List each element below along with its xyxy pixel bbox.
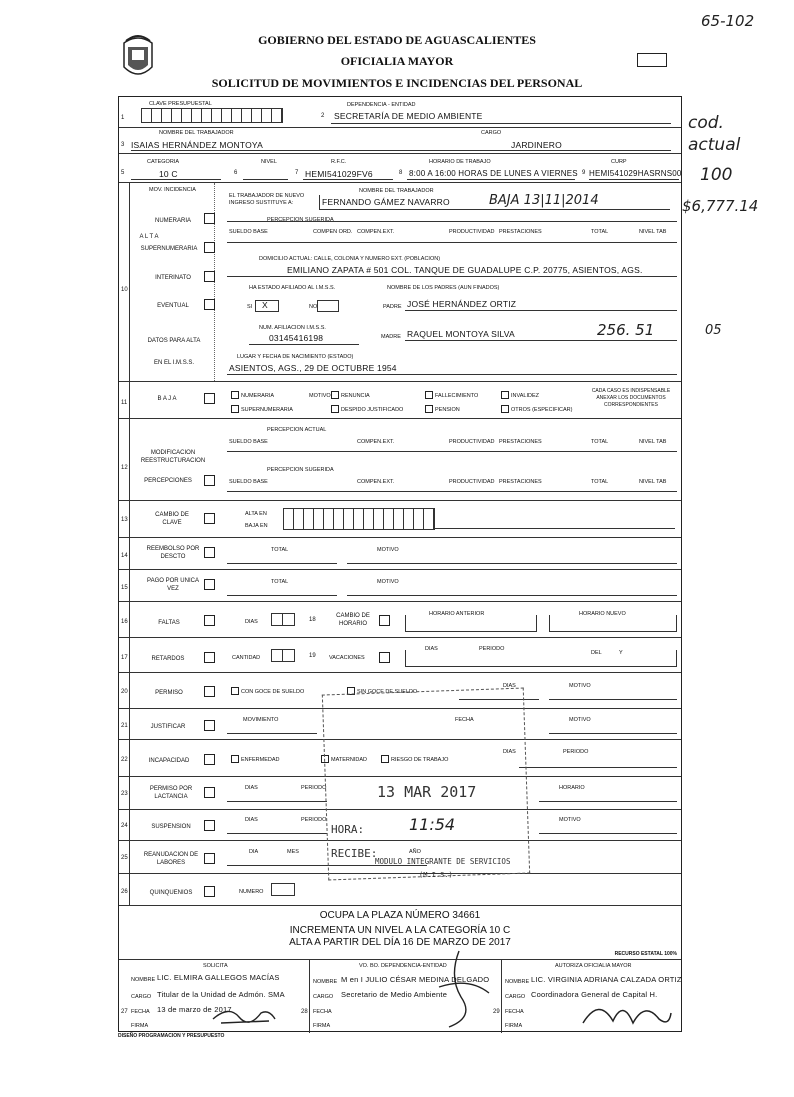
suspension-label: SUSPENSION bbox=[151, 824, 191, 830]
vobo-firma-label: FIRMA bbox=[313, 1023, 331, 1029]
reembolso-motivo-label: MOTIVO bbox=[377, 547, 399, 553]
interinato-checkbox[interactable] bbox=[204, 271, 215, 282]
aut-cargo-label: CARGO bbox=[505, 994, 526, 1000]
vac-al-label: Y bbox=[619, 650, 623, 656]
modificacion-label: MODIFICACION REESTRUCTURACION bbox=[140, 450, 206, 464]
stamp-mis: (M.I.S.) bbox=[419, 871, 453, 879]
handwritten-amount: $6,777.14 bbox=[682, 197, 759, 215]
total-label: TOTAL bbox=[591, 229, 609, 235]
actual-total-label: TOTAL bbox=[591, 439, 609, 445]
fallecimiento-checkbox[interactable] bbox=[425, 391, 433, 399]
alta-en-label: ALTA EN bbox=[245, 511, 267, 517]
num-28: 28 bbox=[301, 1009, 308, 1015]
cargo-label: CARGO bbox=[481, 130, 502, 136]
retardos-label: RETARDOS bbox=[151, 656, 185, 662]
sug-productividad-label: PRODUCTIVIDAD bbox=[449, 479, 495, 485]
supernumeraria-label: SUPERNUMERARIA bbox=[140, 246, 198, 252]
curp-label: CURP bbox=[611, 159, 627, 165]
stamp-modulo: MODULO INTEGRANTE DE SERVICIOS bbox=[375, 857, 511, 866]
rfc-value[interactable]: HEMI541029FV6 bbox=[305, 169, 373, 179]
justificar-motivo-label: MOTIVO bbox=[569, 717, 591, 723]
numeraria-label: NUMERARIA bbox=[154, 218, 191, 224]
autoriza-label: AUTORIZA OFICIALIA MAYOR bbox=[555, 963, 632, 969]
vac-del-label: DEL bbox=[591, 650, 602, 656]
datos-alta-label: DATOS PARA ALTA bbox=[147, 338, 201, 344]
aut-nombre-label: NOMBRE bbox=[505, 979, 530, 985]
baja-motivo-label: MOTIVO bbox=[309, 393, 331, 399]
cambio-clave-checkbox[interactable] bbox=[204, 513, 215, 524]
permiso-label: PERMISO bbox=[155, 690, 183, 696]
suspension-checkbox[interactable] bbox=[204, 820, 215, 831]
faltas-label: FALTAS bbox=[158, 620, 180, 626]
header-form-title: SOLICITUD DE MOVIMIENTOS E INCIDENCIAS DEL PERSONAL bbox=[211, 76, 583, 90]
percepciones-checkbox[interactable] bbox=[204, 475, 215, 486]
sol-cargo-label: CARGO bbox=[131, 994, 152, 1000]
reanudacion-checkbox[interactable] bbox=[204, 853, 215, 864]
stamp-hora-value: 11:54 bbox=[409, 815, 456, 834]
con-goce-label: CON GOCE DE SUELDO bbox=[241, 689, 305, 695]
con-goce-checkbox[interactable] bbox=[231, 687, 239, 695]
otros-checkbox[interactable] bbox=[501, 405, 509, 413]
categoria-value[interactable]: 10 C bbox=[159, 169, 178, 179]
percepcion-actual-label: PERCEPCION ACTUAL bbox=[267, 427, 327, 433]
vobo-nombre-value[interactable]: M en I JULIO CÉSAR MEDINA DELGADO bbox=[341, 975, 490, 984]
trabajador-sustituye-label: EL TRABAJADOR DE NUEVO INGRESO SUSTITUYE A: bbox=[229, 193, 305, 206]
horario-anterior-label: HORARIO ANTERIOR bbox=[429, 611, 485, 617]
numeraria-checkbox[interactable] bbox=[204, 213, 215, 224]
baja-label: B A J A bbox=[157, 396, 177, 402]
stamp-hora-label: HORA: bbox=[331, 823, 365, 836]
domicilio-label: DOMICILIO ACTUAL: CALLE, COLONIA Y NUMERO EXT. (POBLACION) bbox=[259, 256, 441, 262]
lact-dias-label: DIAS bbox=[245, 785, 258, 791]
justificar-label: JUSTIFICAR bbox=[150, 724, 186, 730]
sug-prestaciones-label: PRESTACIONES bbox=[499, 479, 542, 485]
rean-anio-label: AÑO bbox=[409, 849, 421, 855]
vacaciones-checkbox[interactable] bbox=[379, 652, 390, 663]
horario-nuevo-label: HORARIO NUEVO bbox=[579, 611, 626, 617]
nombre-trabajador-value[interactable]: ISAIAS HERNÁNDEZ MONTOYA bbox=[131, 140, 264, 150]
nivel-tab-label: NIVEL TAB bbox=[639, 229, 667, 235]
mov-incidencia-label: MOV. INCIDENCIA bbox=[149, 187, 196, 193]
eventual-checkbox[interactable] bbox=[204, 299, 215, 310]
cambio-clave-label: CAMBIO DE CLAVE bbox=[155, 512, 189, 526]
solicita-label: SOLICITA bbox=[203, 963, 228, 969]
sug-sueldo-base-label: SUELDO BASE bbox=[229, 479, 268, 485]
nombre-sustituido-label: NOMBRE DEL TRABAJADOR bbox=[359, 188, 434, 194]
autoriza-signature bbox=[579, 993, 675, 1033]
categoria-label: CATEGORIA bbox=[147, 159, 179, 165]
stamp-recibe-label: RECIBE: bbox=[331, 847, 378, 860]
vobo-nombre-label: NOMBRE bbox=[313, 979, 338, 985]
eventual-label: EVENTUAL bbox=[157, 303, 189, 309]
actual-nivel-tab-label: NIVEL TAB bbox=[639, 439, 667, 445]
vacaciones-label: VACACIONES bbox=[329, 655, 365, 661]
pago-total-label: TOTAL bbox=[271, 579, 289, 585]
justificar-movimiento-label: MOVIMIENTO bbox=[243, 717, 279, 723]
incidence-form: 1 3 5 10 11 12 13 14 15 16 17 20 21 22 23 24 25 26 CLAVE PRESUPUESTAL 2 DEPENDENCIA - ENTIDAD SECRETARÍA DE MEDIO AMBIENTE NOMBRE DEL TRABAJADOR ISAIAS HERNÁNDEZ MONTOYA CARGO JARDINERO CATEGORIA 10 C 6 NIVEL 7 R.F.C. HEMI541029FV6 8 HORARIO DE TRABAJO 8:00 A 16:00 HORAS DE LUNES A VIERNES 9 CURP HEMI541029HASRNS00 MOV. INCIDENCIA NUMERARIA A L T A SUPERNUMERARIA INTERINATO EVENTUAL DATOS PARA ALTA EN EL I.M.S.S. EL TRABAJADOR DE NUEVO INGRESO SUSTITUYE A: NOMBRE DEL TRABAJADOR FERNANDO GÁMEZ NAVARRO BAJA 13|11|2014 PERCEPCION SUGERIDA SUELDO BASE COMPEN ORD. COMPEN.EXT. PRODUCTIVIDAD PRESTACIONES TOTAL NIVEL TAB DOMICILIO ACTUAL: CALLE, COLONIA Y NUMERO EXT. (POBLACION) EMILIANO ZAPATA # 501 COL. TANQUE DE GUADALUPE C.P. 20775, ASIENTOS, AGS. HA ESTADO AFILIADO AL I.M.S.S. SI X NO NOMBRE DE LOS PADRES (AUN FINADOS) PADRE JOSÉ HERNÁNDEZ ORTIZ NUM. AFILIACION I.M.S.S. 03145416198 MADRE RAQUEL MONTOYA SILVA 256. 51 LUGAR Y FECHA DE NACIMIENTO (ESTADO) ASIENTOS, AGS., 29 DE OCTUBRE 1954 B A J A NUMERARIA MOTIVO RENUNCIA FALLECIMIENTO INVALIDEZ CADA CASO ES INDISPENSABLE ANEXAR LOS DOCUMENTOS CORRESPONDIENTES SUPERNUMERARIA DESPIDO JUSTIFICADO PENSION OTROS (ESPECIFICAR) MODIFICACION REESTRUCTURACION PERCEPCIONES PERCEPCION ACTUAL SUELDO BASE COMPEN.EXT. PRODUCTIVIDAD PRESTACIONES TOTAL NIVEL TAB PERCEPCION SUGERIDA SUELDO BASE COMPEN.EXT. PRODUCTIVIDAD PRESTACIONES TOTAL NIVEL TAB CAMBIO DE CLAVE ALTA EN BAJA EN REEMBOLSO POR DESCTO TOTAL MOTIVO PAGO POR UNICA VEZ TOTAL MOTIVO FALTAS DIAS 18 CAMBIO DE HORARIO HORARIO ANTERIOR HORARIO NUEVO RETARDOS CANTIDAD 19 VACACIONES DIAS PERIODO DEL Y PERMISO CON GOCE DE SUELDO SIN GOCE DE SUELDO DIAS MOTIVO JUSTIFICAR MOVIMIENTO FECHA MOTIVO INCAPACIDAD ENFERMEDAD MATERNIDAD RIESGO DE TRABAJO DIAS PERIODO PERMISO POR LACTANCIA DIAS PERIODO HORARIO SUSPENSION DIAS PERIODO MOTIVO REANUDACION DE LABORES DIA MES AÑO QUINQUENIOS NUMERO 13 MAR 2017 HORA: 11:54 RECIBE: MODULO INTEGRANTE DE SERVICIOS (M.I.S.) OCUPA LA PLAZA NÚMERO 34661 INCREMENTA UN NIVEL A LA CATEGORÍA 10 C ALTA A PARTIR DEL DÍA 16 DE MARZO DE 2017 RECURSO ESTATAL 100% SOLICITA VO. BO. DEPENDENCIA-ENTIDAD AUTORIZA OFICIALIA MAYOR NOMBRE LIC. ELMIRA GALLEGOS MACÍAS CARGO Titular de la Unidad de Admón. SMA 27 FECHA 13 de marzo de 2017 FIRMA NOMBRE M en I JULIO CÉSAR MEDINA DELGADO CARGO Secretario de Medio Ambiente 28 FECHA FIRMA NOMBRE LIC. VIRGINIA ADRIANA CALZADA ORTIZ CARGO Coordinadora General de Capital H. 29 FECHA FIRMA bbox=[118, 96, 682, 1032]
permiso-dias-label: DIAS bbox=[503, 683, 516, 689]
actual-sueldo-base-label: SUELDO BASE bbox=[229, 439, 268, 445]
lactancia-checkbox[interactable] bbox=[204, 787, 215, 798]
si-label: SI bbox=[247, 304, 253, 310]
pago-motivo-label: MOTIVO bbox=[377, 579, 399, 585]
aut-nombre-value[interactable]: LIC. VIRGINIA ADRIANA CALZADA ORTIZ bbox=[531, 975, 682, 984]
header-government: GOBIERNO DEL ESTADO DE AGUASCALIENTES bbox=[258, 33, 536, 47]
justificar-checkbox[interactable] bbox=[204, 720, 215, 731]
incap-periodo-label: PERIODO bbox=[563, 749, 589, 755]
vobo-label: VO. BO. DEPENDENCIA-ENTIDAD bbox=[359, 963, 447, 969]
susp-periodo-label: PERIODO bbox=[301, 817, 327, 823]
compen-ext-label: COMPEN.EXT. bbox=[357, 229, 395, 235]
sueldo-base-label: SUELDO BASE bbox=[229, 229, 268, 235]
reanudacion-label: REANUDACION DE LABORES bbox=[143, 852, 199, 866]
sol-firma-label: FIRMA bbox=[131, 1023, 149, 1029]
pension-label: PENSION bbox=[435, 407, 460, 413]
quinquenios-numero-label: NUMERO bbox=[239, 889, 264, 895]
rean-dia-label: DIA bbox=[249, 849, 259, 855]
obs-alta: ALTA A PARTIR DEL DÍA 16 DE MARZO DE 2017 bbox=[289, 937, 511, 948]
lugar-nacimiento-value[interactable]: ASIENTOS, AGS., 29 DE OCTUBRE 1954 bbox=[229, 363, 397, 373]
obs-incremento: INCREMENTA UN NIVEL A LA CATEGORÍA 10 C bbox=[289, 925, 511, 936]
renuncia-checkbox[interactable] bbox=[331, 391, 339, 399]
susp-motivo-label: MOTIVO bbox=[559, 817, 581, 823]
lugar-nacimiento-label: LUGAR Y FECHA DE NACIMIENTO (ESTADO) bbox=[237, 354, 354, 360]
incapacidad-checkbox[interactable] bbox=[204, 754, 215, 765]
pago-unica-checkbox[interactable] bbox=[204, 579, 215, 590]
reembolso-label: REEMBOLSO POR DESCTO bbox=[146, 546, 200, 560]
handwritten-100: 100 bbox=[700, 165, 733, 185]
otros-label: OTROS (ESPECIFICAR) bbox=[511, 407, 573, 413]
afiliado-imss-label: HA ESTADO AFILIADO AL I.M.S.S. bbox=[249, 285, 336, 291]
sug-nivel-tab-label: NIVEL TAB bbox=[639, 479, 667, 485]
pago-unica-label: PAGO POR UNICA VEZ bbox=[147, 578, 199, 592]
cargo-value[interactable]: JARDINERO bbox=[511, 140, 562, 150]
aut-firma-label: FIRMA bbox=[505, 1023, 523, 1029]
riesgo-label: RIESGO DE TRABAJO bbox=[391, 757, 449, 763]
productividad-label: PRODUCTIVIDAD bbox=[449, 229, 495, 235]
prestaciones-label: PRESTACIONES bbox=[499, 229, 542, 235]
faltas-checkbox[interactable] bbox=[204, 615, 215, 626]
sug-compen-ext-label: COMPEN.EXT. bbox=[357, 479, 395, 485]
curp-value[interactable]: HEMI541029HASRNS00 bbox=[589, 169, 682, 178]
footer-credit: DISEÑO PROGRAMACION Y PRESUPUESTO bbox=[118, 1033, 225, 1039]
cambio-horario-checkbox[interactable] bbox=[379, 615, 390, 626]
aut-fecha-label: FECHA bbox=[505, 1009, 524, 1015]
sugerida-label: PERCEPCION SUGERIDA bbox=[267, 467, 334, 473]
padre-label: PADRE bbox=[383, 304, 402, 310]
obs-plaza: OCUPA LA PLAZA NÚMERO 34661 bbox=[319, 910, 481, 921]
folio-box bbox=[637, 53, 667, 67]
fallecimiento-label: FALLECIMIENTO bbox=[435, 393, 479, 399]
baja-numeraria-checkbox[interactable] bbox=[231, 391, 239, 399]
vobo-cargo-label: CARGO bbox=[313, 994, 334, 1000]
retardos-cantidad-label: CANTIDAD bbox=[232, 655, 261, 661]
actual-compen-ext-label: COMPEN.EXT. bbox=[357, 439, 395, 445]
vobo-cargo-value[interactable]: Secretario de Medio Ambiente bbox=[341, 990, 448, 999]
cambio-horario-label: CAMBIO DE HORARIO bbox=[336, 613, 370, 627]
enfermedad-label: ENFERMEDAD bbox=[241, 757, 280, 763]
rfc-label: R.F.C. bbox=[331, 159, 347, 165]
nivel-label: NIVEL bbox=[261, 159, 277, 165]
sug-total-label: TOTAL bbox=[591, 479, 609, 485]
baja-supernumeraria-checkbox[interactable] bbox=[231, 405, 239, 413]
afiliacion-label: NUM. AFILIACION I.M.S.S. bbox=[259, 325, 326, 331]
incap-dias-label: DIAS bbox=[503, 749, 516, 755]
baja-checkbox[interactable] bbox=[204, 393, 215, 404]
sin-goce-label: SIN GOCE DE SUELDO bbox=[357, 689, 418, 695]
afiliacion-value[interactable]: 03145416198 bbox=[269, 333, 324, 343]
solicita-signature bbox=[209, 997, 279, 1031]
madre-value[interactable]: RAQUEL MONTOYA SILVA bbox=[407, 329, 515, 339]
sol-fecha-value[interactable]: 13 de marzo de 2017 bbox=[157, 1005, 232, 1014]
padres-label: NOMBRE DE LOS PADRES (AUN FINADOS) bbox=[387, 285, 500, 291]
despido-label: DESPIDO JUSTIFICADO bbox=[341, 407, 404, 413]
clave-presupuestal-boxes[interactable] bbox=[141, 108, 283, 123]
justificar-fecha-label: FECHA bbox=[455, 717, 474, 723]
vac-periodo-label: PERIODO bbox=[479, 646, 505, 652]
compen-ord-label: COMPEN ORD. bbox=[313, 229, 353, 235]
renuncia-label: RENUNCIA bbox=[341, 393, 370, 399]
invalidez-checkbox[interactable] bbox=[501, 391, 509, 399]
handwritten-os: 05 bbox=[705, 323, 722, 338]
pension-checkbox[interactable] bbox=[425, 405, 433, 413]
handwritten-baja: BAJA 13|11|2014 bbox=[489, 193, 599, 208]
despido-checkbox[interactable] bbox=[331, 405, 339, 413]
nombre-sustituido-value[interactable]: FERNANDO GÁMEZ NAVARRO bbox=[322, 197, 450, 207]
num-29: 29 bbox=[493, 1009, 500, 1015]
no-label: NO bbox=[309, 304, 318, 310]
vobo-fecha-label: FECHA bbox=[313, 1009, 332, 1015]
lact-periodo-label: PERIODO bbox=[301, 785, 327, 791]
baja-numeraria-label: NUMERARIA bbox=[241, 393, 275, 399]
percepcion-sugerida-label: PERCEPCION SUGERIDA bbox=[267, 217, 334, 223]
baja-en-label: BAJA EN bbox=[245, 523, 268, 529]
cambio-clave-boxes[interactable] bbox=[283, 508, 435, 530]
sol-nombre-value[interactable]: LIC. ELMIRA GALLEGOS MACÍAS bbox=[157, 973, 280, 982]
dependencia-label: DEPENDENCIA - ENTIDAD bbox=[347, 102, 416, 108]
rean-mes-label: MES bbox=[287, 849, 299, 855]
lact-horario-label: HORARIO bbox=[559, 785, 585, 791]
permiso-checkbox[interactable] bbox=[204, 686, 215, 697]
obs-recurso: RECURSO ESTATAL 100% bbox=[614, 951, 677, 957]
clave-presupuestal-label: CLAVE PRESUPUESTAL bbox=[149, 101, 212, 107]
vac-dias-label: DIAS bbox=[425, 646, 438, 652]
sol-cargo-value[interactable]: Titular de la Unidad de Admón. SMA bbox=[157, 990, 285, 999]
incapacidad-label: INCAPACIDAD bbox=[148, 758, 190, 764]
en-imss-label: EN EL I.M.S.S. bbox=[153, 360, 195, 366]
interinato-label: INTERINATO bbox=[155, 275, 191, 281]
num-27: 27 bbox=[121, 1009, 128, 1015]
domicilio-value[interactable]: EMILIANO ZAPATA # 501 COL. TANQUE DE GUADALUPE C.P. 20775, ASIENTOS, AGS. bbox=[287, 265, 643, 275]
sol-fecha-label: FECHA bbox=[131, 1009, 150, 1015]
handwritten-top-right: 65-102 bbox=[701, 12, 755, 30]
quinquenios-label: QUINQUENIOS bbox=[149, 890, 193, 896]
handwritten-cod-actual: cod. actual bbox=[688, 113, 741, 155]
reembolso-total-label: TOTAL bbox=[271, 547, 289, 553]
horario-label: HORARIO DE TRABAJO bbox=[429, 159, 491, 165]
nombre-trabajador-label: NOMBRE DEL TRABAJADOR bbox=[159, 130, 234, 136]
aut-cargo-value[interactable]: Coordinadora General de Capital H. bbox=[531, 990, 658, 999]
alta-label: A L T A bbox=[139, 234, 159, 240]
enfermedad-checkbox[interactable] bbox=[231, 755, 239, 763]
si-mark[interactable]: X bbox=[262, 300, 268, 310]
reembolso-checkbox[interactable] bbox=[204, 547, 215, 558]
percepciones-label: PERCEPCIONES bbox=[144, 478, 192, 484]
horario-value[interactable]: 8:00 A 16:00 HORAS DE LUNES A VIERNES bbox=[409, 169, 578, 178]
supernumeraria-checkbox[interactable] bbox=[204, 242, 215, 253]
padre-value[interactable]: JOSÉ HERNÁNDEZ ORTIZ bbox=[407, 299, 517, 309]
handwritten-256: 256. 51 bbox=[597, 321, 655, 339]
actual-prestaciones-label: PRESTACIONES bbox=[499, 439, 542, 445]
retardos-checkbox[interactable] bbox=[204, 652, 215, 663]
invalidez-label: INVALIDEZ bbox=[511, 393, 540, 399]
baja-nota: CADA CASO ES INDISPENSABLE ANEXAR LOS DOCUMENTOS CORRESPONDIENTES bbox=[591, 388, 671, 408]
stamp-date: 13 MAR 2017 bbox=[377, 783, 477, 801]
baja-supernumeraria-label: SUPERNUMERARIA bbox=[241, 407, 293, 413]
madre-label: MADRE bbox=[381, 334, 401, 340]
permiso-motivo-label: MOTIVO bbox=[569, 683, 591, 689]
quinquenios-checkbox[interactable] bbox=[204, 886, 215, 897]
faltas-dias-label: DIAS bbox=[245, 619, 258, 625]
maternidad-label: MATERNIDAD bbox=[331, 757, 367, 763]
dependencia-value[interactable]: SECRETARÍA DE MEDIO AMBIENTE bbox=[334, 111, 483, 121]
sol-nombre-label: NOMBRE bbox=[131, 977, 156, 983]
vobo-signature bbox=[419, 947, 499, 1033]
actual-productividad-label: PRODUCTIVIDAD bbox=[449, 439, 495, 445]
header-oficialia: OFICIALIA MAYOR bbox=[340, 54, 454, 68]
susp-dias-label: DIAS bbox=[245, 817, 258, 823]
lactancia-label: PERMISO POR LACTANCIA bbox=[149, 786, 193, 800]
